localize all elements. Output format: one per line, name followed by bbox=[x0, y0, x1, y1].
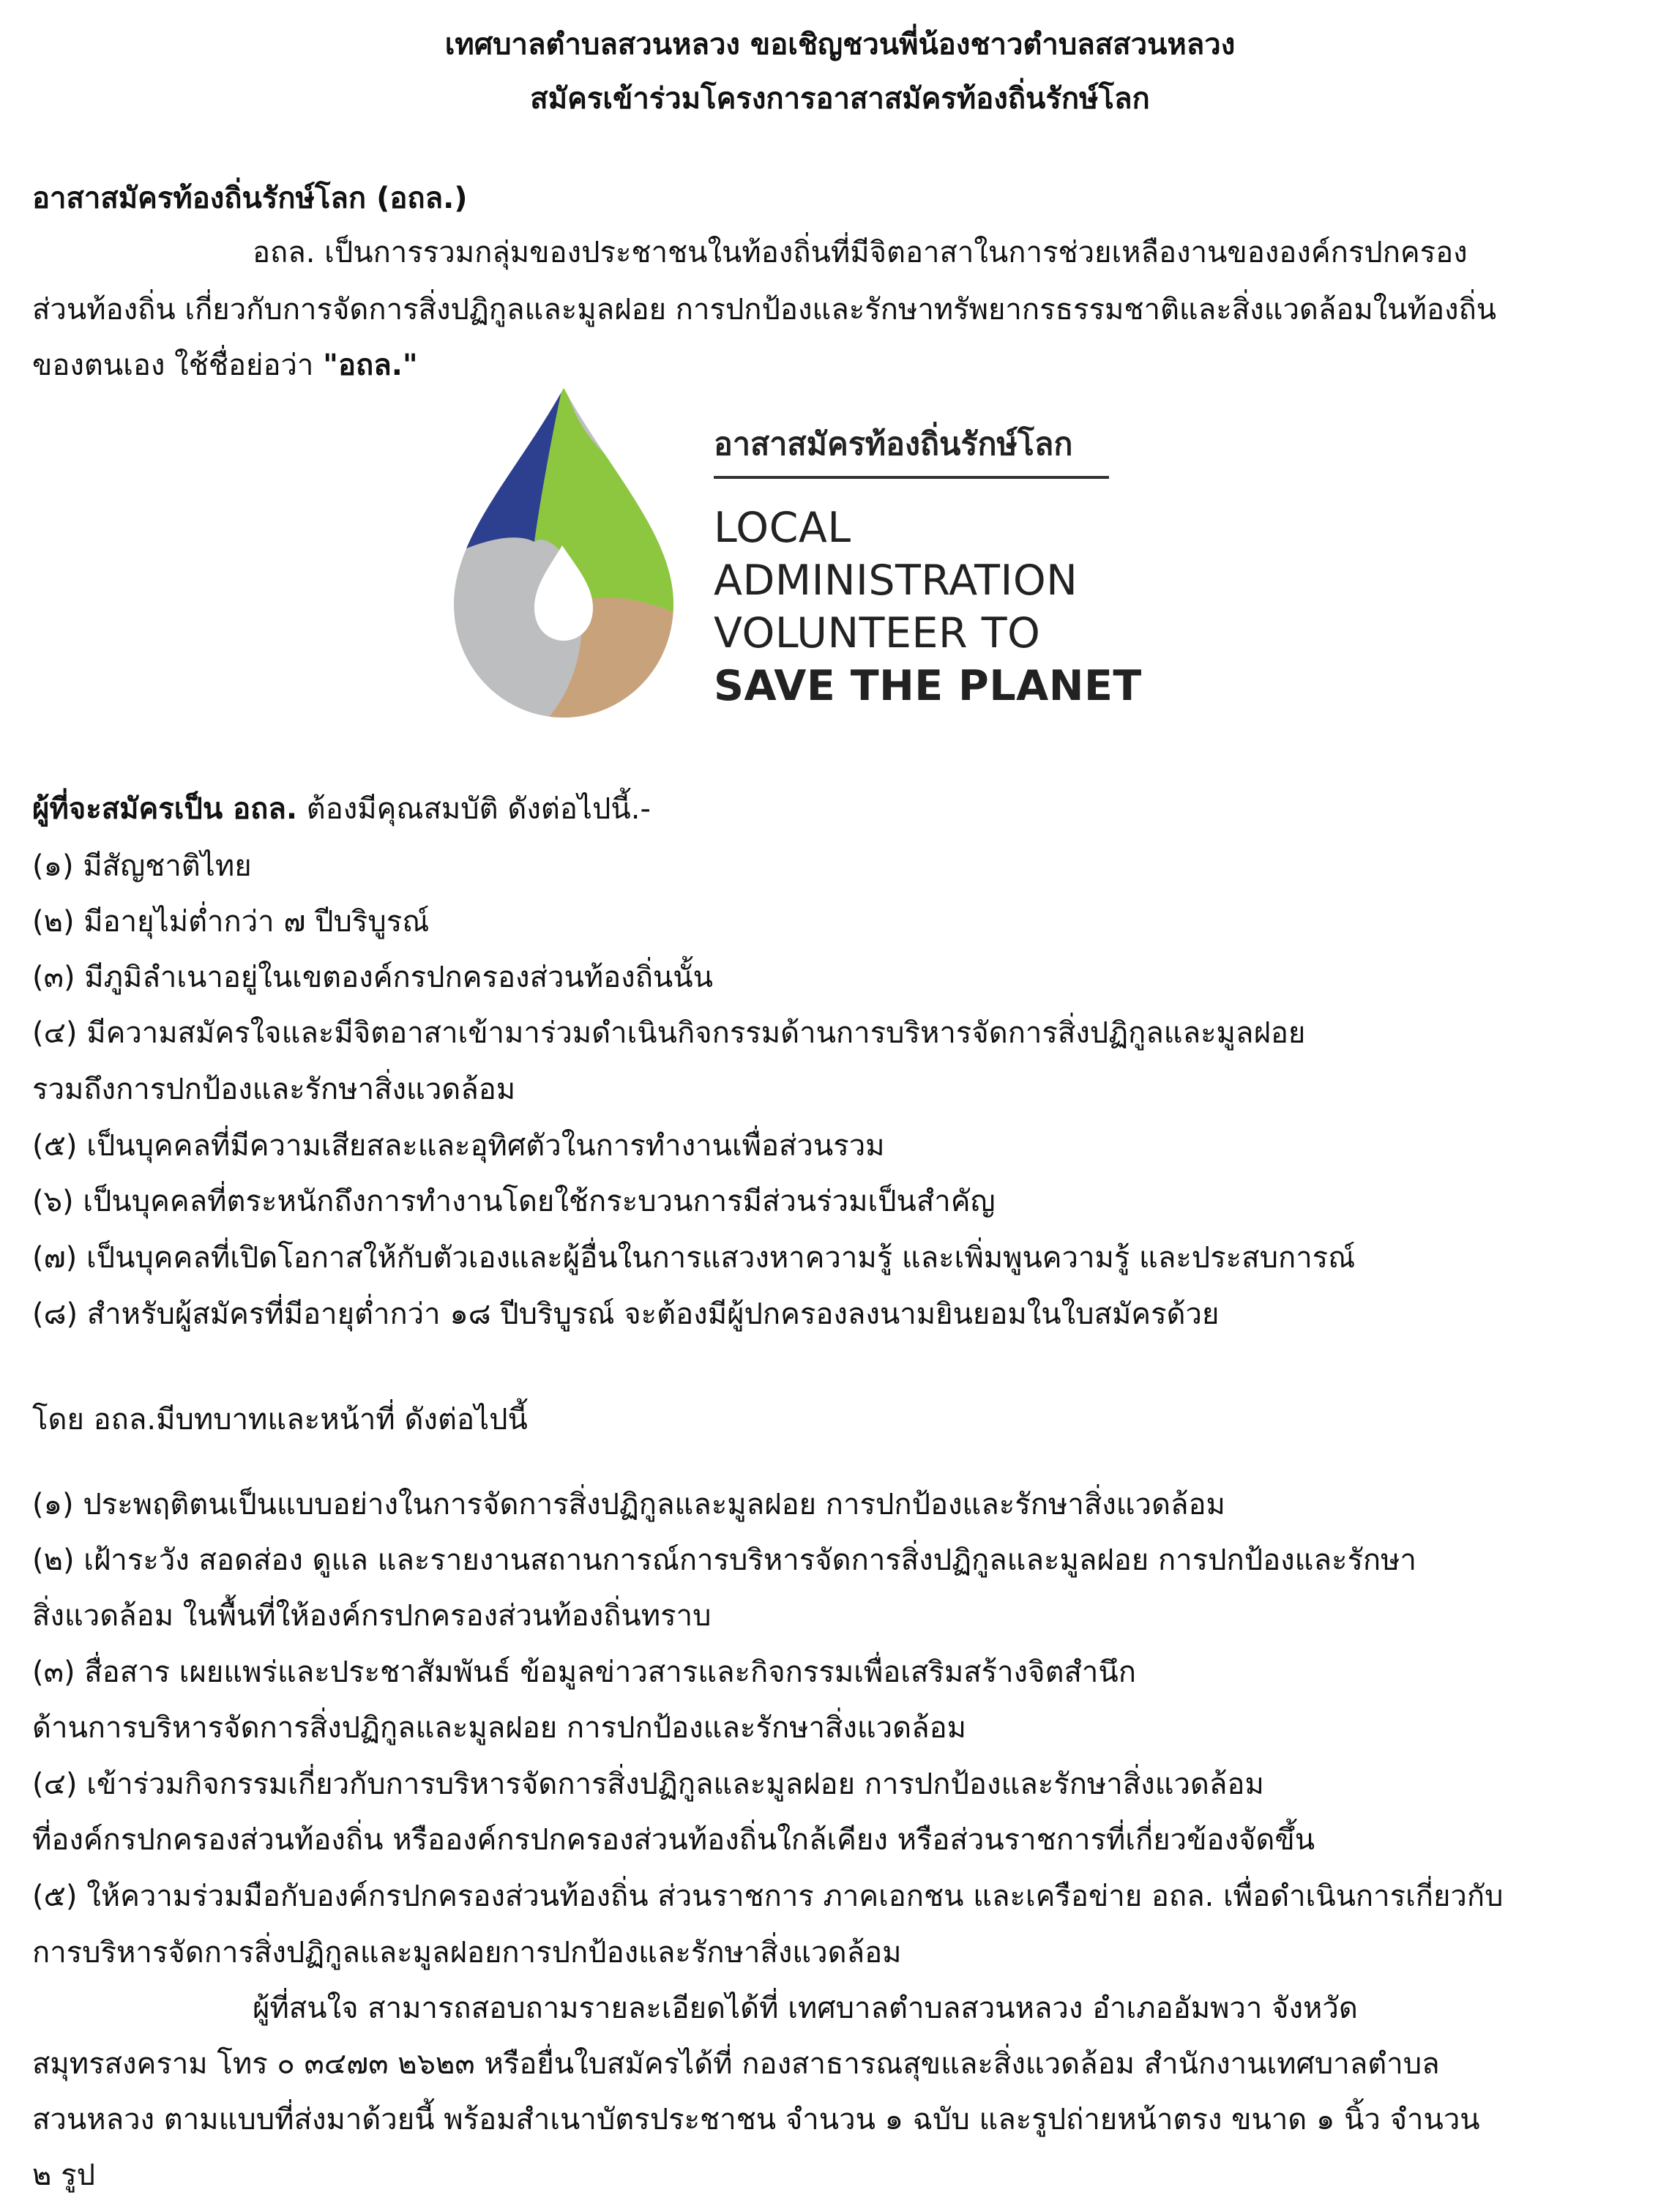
intro-line-1: อถล. เป็นการรวมกลุ่มของประชาชนในท้องถิ่นที่มีจิตอาสาในการช่วยเหลืองานขององค์กรปกครอง bbox=[253, 236, 1468, 269]
heading-line-2: สมัครเข้าร่วมโครงการอาสาสมัครท้องถิ่นรักษ์โลก bbox=[530, 82, 1150, 116]
logo-en-line-2: ADMINISTRATION bbox=[714, 556, 1078, 605]
qualifications-title-rest: ต้องมีคุณสมบัติ ดังต่อไปนี้.- bbox=[297, 792, 651, 826]
qualification-item: (๕) เป็นบุคคลที่มีความเสียสละและอุทิศตัวในการทำงานเพื่อส่วนรวม bbox=[32, 1129, 885, 1163]
contact-line-3: สวนหลวง ตามแบบที่ส่งมาด้วยนี้ พร้อมสำเนาบัตรประชาชน จำนวน ๑ ฉบับ และรูปถ่ายหน้าตรง ขนาด ๑ นิ้ว จำนวน bbox=[32, 2103, 1480, 2136]
duty-item: ด้านการบริหารจัดการสิ่งปฏิกูลและมูลฝอย การปกป้องและรักษาสิ่งแวดล้อม bbox=[32, 1711, 966, 1745]
qualification-item: (๒) มีอายุไม่ต่ำกว่า ๗ ปีบริบูรณ์ bbox=[32, 905, 430, 939]
intro-line-3 bbox=[32, 341, 418, 388]
duty-item: (๕) ให้ความร่วมมือกับองค์กรปกครองส่วนท้องถิ่น ส่วนราชการ ภาคเอกชน และเครือข่าย อถล. เพื่อดำเนินการเกี่ยวกับ bbox=[32, 1880, 1504, 1913]
contact-line-1: ผู้ที่สนใจ สามารถสอบถามรายละเอียดได้ที่ เทศบาลตำบลสวนหลวง อำเภออัมพวา จังหวัด bbox=[253, 1992, 1358, 2025]
intro-short-name: "อถล." bbox=[323, 349, 418, 382]
contact-line-2: สมุทรสงคราม โทร ๐ ๓๔๗๓ ๒๖๒๓ หรือยื่นใบสมัครได้ที่ กองสาธารณสุขและสิ่งแวดล้อม สำนักงานเทศบาลตำบล bbox=[32, 2047, 1440, 2081]
duty-item: การบริหารจัดการสิ่งปฏิกูลและมูลฝอยการปกป้องและรักษาสิ่งแวดล้อม bbox=[32, 1936, 902, 1970]
logo-divider bbox=[714, 476, 1109, 479]
duty-item: (๒) เฝ้าระวัง สอดส่อง ดูแล และรายงานสถานการณ์การบริหารจัดการสิ่งปฏิกูลและมูลฝอย การปกป้องและรักษา bbox=[32, 1543, 1416, 1577]
intro-line-2: ส่วนท้องถิ่น เกี่ยวกับการจัดการสิ่งปฏิกูลและมูลฝอย การปกป้องและรักษาทรัพยากรธรรมชาติและสิ่งแวดล้อมในท้องถิ่น bbox=[32, 293, 1497, 327]
contact-line-4: ๒ รูป bbox=[32, 2158, 95, 2192]
duty-item: (๔) เข้าร่วมกิจกรรมเกี่ยวกับการบริหารจัดการสิ่งปฏิกูลและมูลฝอย การปกป้องและรักษาสิ่งแวดล้อม bbox=[32, 1767, 1264, 1801]
intro-line-3-prefix: ของตนเอง ใช้ชื่อย่อว่า bbox=[32, 349, 324, 382]
qualifications-title-bold: ผู้ที่จะสมัครเป็น อถล. bbox=[32, 792, 298, 826]
duty-item: (๑) ประพฤติตนเป็นแบบอย่างในการจัดการสิ่งปฏิกูลและมูลฝอย การปกป้องและรักษาสิ่งแวดล้อม bbox=[32, 1488, 1225, 1521]
qualification-item: (๑) มีสัญชาติไทย bbox=[32, 849, 252, 883]
duty-item: สิ่งแวดล้อม ในพื้นที่ให้องค์กรปกครองส่วนท้องถิ่นทราบ bbox=[32, 1599, 712, 1633]
duty-item: (๓) สื่อสาร เผยแพร่และประชาสัมพันธ์ ข้อมูลข่าวสารและกิจกรรมเพื่อเสริมสร้างจิตสำนึก bbox=[32, 1655, 1136, 1689]
qualification-item: (๓) มีภูมิลำเนาอยู่ในเขตองค์กรปกครองส่วนท้องถิ่นนั้น bbox=[32, 961, 713, 994]
volunteer-logo bbox=[432, 381, 1164, 725]
qualifications-title bbox=[32, 785, 651, 832]
intro-title: อาสาสมัครท้องถิ่นรักษ์โลก (อถล.) bbox=[32, 182, 468, 215]
qualification-item: (๖) เป็นบุคคลที่ตระหนักถึงการทำงานโดยใช้กระบวนการมีส่วนร่วมเป็นสำคัญ bbox=[32, 1185, 996, 1218]
qualification-item: รวมถึงการปกป้องและรักษาสิ่งแวดล้อม bbox=[32, 1073, 516, 1106]
qualification-item: (๔) มีความสมัครใจและมีจิตอาสาเข้ามาร่วมดำเนินกิจกรรมด้านการบริหารจัดการสิ่งปฏิกูลและมูลฝอย bbox=[32, 1016, 1306, 1050]
logo-en-line-4: SAVE THE PLANET bbox=[714, 662, 1142, 710]
logo-thai-text: อาสาสมัครท้องถิ่นรักษ์โลก bbox=[714, 426, 1073, 463]
duty-item: ที่องค์กรปกครองส่วนท้องถิ่น หรือองค์กรปกครองส่วนท้องถิ่นใกล้เคียง หรือส่วนราชการที่เกี่ยวข้องจัดขึ้น bbox=[32, 1823, 1315, 1857]
qualification-item: (๗) เป็นบุคคลที่เปิดโอกาสให้กับตัวเองและผู้อื่นในการแสวงหาความรู้ และเพิ่มพูนความรู้ และประสบการณ์ bbox=[32, 1241, 1356, 1275]
duties-title: โดย อถล.มีบทบาทและหน้าที่ ดังต่อไปนี้ bbox=[32, 1403, 528, 1437]
heading-line-1: เทศบาลตำบลสวนหลวง ขอเชิญชวนพี่น้องชาวตำบลสสวนหลวง bbox=[444, 28, 1236, 62]
qualification-item: (๘) สำหรับผู้สมัครที่มีอายุต่ำกว่า ๑๘ ปีบริบูรณ์ จะต้องมีผู้ปกครองลงนามยินยอมในใบสมัครด้วย bbox=[32, 1297, 1220, 1331]
water-drop-logo-icon bbox=[432, 381, 695, 725]
logo-en-line-3: VOLUNTEER TO bbox=[714, 609, 1041, 657]
logo-en-line-1: LOCAL bbox=[714, 504, 851, 552]
